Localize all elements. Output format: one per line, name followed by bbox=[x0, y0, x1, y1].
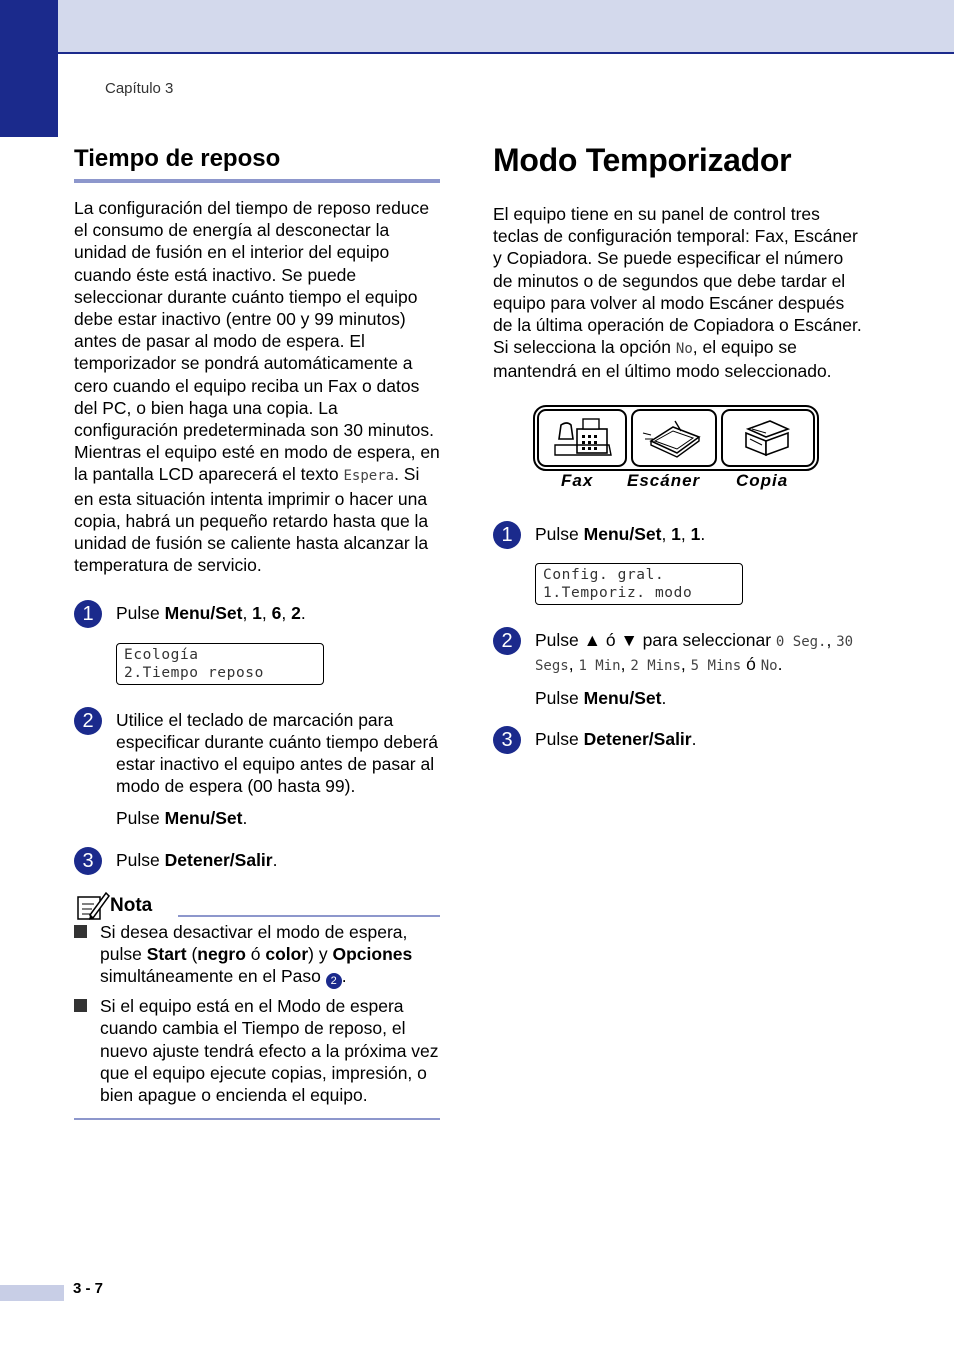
step-text: Pulse bbox=[535, 688, 584, 709]
mode-keys-illustration bbox=[533, 405, 819, 495]
down-arrow-icon: ▼ bbox=[620, 629, 638, 650]
key-negro: negro bbox=[197, 944, 246, 965]
up-arrow-icon: ▲ bbox=[583, 629, 601, 650]
lcd-wrap bbox=[493, 563, 863, 605]
note-text: ó bbox=[245, 944, 266, 965]
step-text: Pulse bbox=[535, 629, 584, 650]
lcd-display bbox=[116, 643, 324, 685]
step-number: 3 bbox=[493, 726, 521, 754]
sep: . bbox=[777, 654, 783, 675]
lcd-display bbox=[535, 563, 743, 605]
key-detener-salir: Detener/Salir bbox=[583, 729, 692, 750]
note-text: Si desea desactivar el modo de espera, pulse bbox=[100, 921, 408, 965]
lcd-text-no: No bbox=[675, 341, 693, 358]
step-text: Pulse bbox=[116, 808, 165, 829]
label-copia: Copia bbox=[736, 470, 789, 490]
sep: , bbox=[826, 629, 837, 650]
note-pencil-icon bbox=[76, 889, 110, 921]
step-text: Pulse bbox=[116, 849, 165, 870]
note-text: ( bbox=[186, 944, 198, 965]
sep: , bbox=[680, 523, 691, 544]
sep: . bbox=[661, 688, 667, 709]
lcd-line-1: Config. gral. bbox=[543, 566, 665, 583]
step-text: ó bbox=[600, 629, 621, 650]
footer-bar bbox=[0, 1285, 64, 1301]
key-menu-set: Menu/Set bbox=[164, 603, 243, 624]
key: 1 bbox=[671, 523, 681, 544]
sep: , bbox=[261, 603, 272, 624]
lcd-wrap bbox=[74, 643, 440, 685]
sep: . bbox=[242, 808, 248, 829]
intro-text-cont: , el equipo se mantendrá en el último modo seleccionado. bbox=[493, 337, 832, 382]
key-menu-set: Menu/Set bbox=[583, 688, 662, 709]
option-1-min: 1 Min bbox=[578, 658, 621, 675]
reposo-intro bbox=[74, 197, 440, 576]
sep: , bbox=[620, 654, 631, 675]
section-title-temporizador: Modo Temporizador bbox=[493, 142, 792, 178]
right-column bbox=[493, 142, 863, 751]
step-1 bbox=[493, 523, 863, 545]
step-text: Pulse bbox=[535, 729, 584, 750]
step-number: 2 bbox=[493, 627, 521, 655]
note-text: ) y bbox=[308, 944, 333, 965]
step-3 bbox=[74, 849, 440, 871]
sep: , bbox=[281, 603, 292, 624]
intro-text: El equipo tiene en su panel de control tres teclas de configuración temporal: Fax, Escáner y Copiadora. Se puede especificar el número de minutos o de segundos que debe tardar el equipo para volver al modo Escáner después de la última operación de Copiadora o Escáner. Si selecciona la opción bbox=[493, 204, 862, 358]
option-5-mins: 5 Mins bbox=[690, 658, 742, 675]
key: 2 bbox=[291, 603, 301, 624]
sep: . bbox=[300, 603, 306, 624]
bullet-square-icon bbox=[74, 925, 87, 938]
sep: , bbox=[680, 654, 691, 675]
key-menu-set: Menu/Set bbox=[164, 808, 243, 829]
sep: , bbox=[568, 654, 579, 675]
note-bullet-1 bbox=[74, 921, 440, 989]
sep: , bbox=[661, 523, 672, 544]
key-opciones: Opciones bbox=[332, 944, 413, 965]
sep: , bbox=[242, 603, 253, 624]
key-detener-salir: Detener/Salir bbox=[164, 849, 273, 870]
step-text: Pulse bbox=[535, 523, 584, 544]
step-text: Pulse bbox=[116, 603, 165, 624]
step-text: para seleccionar bbox=[637, 629, 776, 650]
header-band bbox=[0, 0, 954, 54]
page-number: 3 - 7 bbox=[73, 1280, 104, 1297]
option-30-segs: 30 Segs bbox=[535, 633, 854, 675]
left-column bbox=[74, 145, 440, 1120]
step-1 bbox=[74, 602, 440, 624]
note-end-rule bbox=[74, 1118, 440, 1120]
temporizador-intro bbox=[493, 203, 863, 383]
scanner-icon bbox=[641, 415, 705, 459]
lcd-line-1: Ecología bbox=[124, 646, 199, 663]
intro-text-cont: . Si en esta situación intenta imprimir o hacer una copia, habrá un pequeño retardo hasta que la unidad de fusión se caliente hasta alcanzar la temperatura de servicio. bbox=[74, 464, 429, 576]
note-bullet-2 bbox=[74, 995, 440, 1106]
key: 1 bbox=[690, 523, 701, 544]
step-number: 2 bbox=[74, 707, 102, 735]
key-color: color bbox=[265, 944, 309, 965]
step-number: 1 bbox=[493, 521, 521, 549]
note-rule bbox=[178, 915, 440, 917]
step-3 bbox=[493, 728, 863, 750]
key: 6 bbox=[271, 603, 282, 624]
note-text: Si el equipo está en el Modo de espera cuando cambia el Tiempo de reposo, el nuevo ajuste tendrá efecto a la próxima vez que el equipo ejecute copias, impresión, o bien apague o encienda el equipo. bbox=[100, 996, 439, 1106]
chapter-tab-block bbox=[0, 0, 58, 137]
lcd-text-espera: Espera bbox=[343, 468, 395, 485]
copy-icon bbox=[736, 415, 800, 459]
section-title-reposo: Tiempo de reposo bbox=[74, 145, 281, 172]
step-2 bbox=[74, 709, 440, 830]
label-fax: Fax bbox=[561, 470, 594, 490]
lcd-line-2: 2.Tiempo reposo bbox=[124, 664, 264, 681]
step-sub bbox=[535, 687, 863, 709]
bullet-square-icon bbox=[74, 999, 87, 1012]
key: 1 bbox=[252, 603, 262, 624]
step-text: Utilice el teclado de marcación para especificar durante cuánto tiempo deberá estar inactivo el equipo antes de pasar al modo de espera (00 hasta 99). bbox=[116, 709, 439, 797]
key-start: Start bbox=[146, 944, 187, 965]
option-no: No bbox=[760, 658, 778, 675]
label-escaner: Escáner bbox=[627, 470, 701, 490]
note-text: simultáneamente en el Paso bbox=[100, 966, 326, 987]
step-ref-icon: 2 bbox=[326, 973, 342, 989]
section-rule bbox=[74, 179, 440, 183]
step-number: 1 bbox=[74, 600, 102, 628]
sep: . bbox=[272, 849, 278, 870]
option-0-seg: 0 Seg. bbox=[775, 633, 827, 650]
sep: . bbox=[691, 729, 697, 750]
intro-text: La configuración del tiempo de reposo reduce el consumo de energía al desconectar la unidad de fusión en el interior del equipo cuando éste está inactivo. Se puede seleccionar durante cuánto tiempo el equipo debe estar inactivo (entre 00 y 99 minutos) antes de pasar al modo de espera. El temporizador se pondrá automáticamente a cero cuando el equipo reciba un Fax o datos del PC, o bien haga una copia. La configuración predeterminada son 30 minutos. Mientras el equipo esté en modo de espera, en la pantalla LCD aparecerá el texto bbox=[74, 198, 440, 485]
lcd-line-2: 1.Temporiz. modo bbox=[543, 584, 693, 601]
fax-icon bbox=[551, 415, 615, 459]
chapter-label: Capítulo 3 bbox=[105, 80, 174, 97]
note-header bbox=[74, 889, 440, 919]
key-menu-set: Menu/Set bbox=[583, 523, 662, 544]
note-text: . bbox=[341, 966, 347, 987]
option-2-mins: 2 Mins bbox=[630, 658, 681, 675]
step-sub bbox=[116, 807, 440, 829]
step-2 bbox=[493, 629, 863, 710]
sep: . bbox=[700, 523, 706, 544]
note-label: Nota bbox=[110, 894, 153, 916]
step-number: 3 bbox=[74, 847, 102, 875]
sep: ó bbox=[741, 654, 761, 675]
